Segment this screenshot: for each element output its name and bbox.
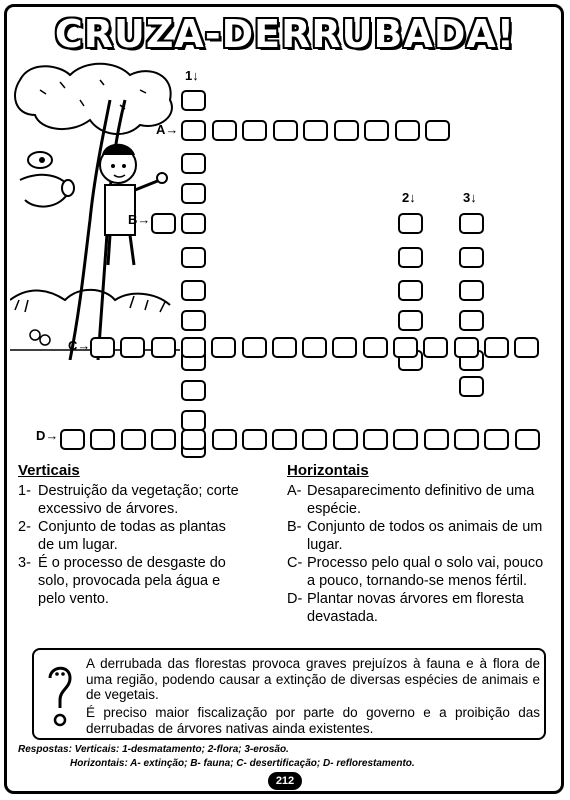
horizontal-clue-c: [287, 554, 545, 590]
crossword-cell[interactable]: [181, 213, 206, 234]
crossword-cell[interactable]: [151, 429, 176, 450]
crossword-cell[interactable]: [181, 153, 206, 174]
clue-text: Processo pelo qual o solo vai, pouco a pouco, tornando-se menos fértil.: [307, 555, 544, 589]
crossword-cell[interactable]: [484, 337, 509, 358]
vertical-3-label: 3↓: [463, 190, 477, 205]
crossword-cell[interactable]: [212, 120, 237, 141]
crossword-cell[interactable]: [302, 337, 327, 358]
clue-text: Conjunto de todos os animais de um lugar.: [307, 519, 543, 553]
clue-text: Destruição da vegetação; corte excessivo de árvores.: [38, 483, 239, 517]
horizontal-b-label: B→: [128, 212, 151, 227]
crossword-cell[interactable]: [459, 280, 484, 301]
horizontal-clues-heading: Horizontais: [287, 462, 369, 479]
vertical-1-label: 1↓: [185, 68, 199, 83]
crossword-cell[interactable]: [181, 337, 206, 358]
crossword-cell[interactable]: [393, 337, 418, 358]
crossword-cell[interactable]: [181, 183, 206, 204]
crossword-cell[interactable]: [398, 247, 423, 268]
crossword-cell[interactable]: [121, 429, 146, 450]
crossword-cell[interactable]: [395, 120, 420, 141]
clue-text: É o processo de desgaste do solo, provocada pela água e pelo vento.: [38, 555, 226, 607]
crossword-cell[interactable]: [181, 380, 206, 401]
page-number: 212: [268, 772, 302, 790]
page-title: CRUZA-DERRUBADA!: [54, 12, 516, 56]
crossword-cell[interactable]: [90, 429, 115, 450]
clue-text: Desaparecimento definitivo de uma espécie.: [307, 483, 535, 517]
crossword-cell[interactable]: [60, 429, 85, 450]
crossword-cell[interactable]: [363, 429, 388, 450]
crossword-cell[interactable]: [454, 337, 479, 358]
vertical-clue-2: [18, 518, 244, 554]
clue-number: B-: [287, 519, 302, 535]
horizontal-c-label: C→: [68, 338, 91, 353]
clue-number: 1-: [18, 483, 31, 499]
crossword-cell[interactable]: [333, 429, 358, 450]
crossword-cell[interactable]: [514, 337, 539, 358]
clue-text: Conjunto de todas as plantas de um lugar.: [38, 519, 226, 553]
vertical-clue-1: [18, 482, 244, 518]
answers-line-1: Respostas: Verticais: 1-desmatamento; 2-flora; 3-erosão.: [18, 744, 289, 755]
crossword-cell[interactable]: [302, 429, 327, 450]
crossword-cell[interactable]: [425, 120, 450, 141]
vertical-2-label: 2↓: [402, 190, 416, 205]
crossword-cell[interactable]: [398, 310, 423, 331]
vertical-clues: [18, 462, 244, 608]
horizontal-a-label: A→: [156, 122, 179, 137]
clue-text: Plantar novas árvores em floresta devastada.: [307, 591, 524, 625]
crossword-cell[interactable]: [484, 429, 509, 450]
crossword-cell[interactable]: [151, 337, 176, 358]
crossword-cell[interactable]: [363, 337, 388, 358]
horizontal-d-letter: D: [36, 428, 46, 443]
vertical-1-number: 1: [185, 68, 193, 83]
crossword-cell[interactable]: [459, 213, 484, 234]
crossword-cell[interactable]: [181, 429, 206, 450]
crossword-cell[interactable]: [332, 337, 357, 358]
info-box: [32, 648, 546, 740]
horizontal-clue-a: [287, 482, 545, 518]
vertical-clues-heading: Verticais: [18, 462, 80, 479]
crossword-cell[interactable]: [211, 337, 236, 358]
crossword-cell[interactable]: [423, 337, 448, 358]
clue-number: C-: [287, 555, 303, 571]
question-mark-icon: [42, 660, 78, 732]
boy-and-tree-illustration: [10, 60, 180, 360]
crossword-cell[interactable]: [459, 247, 484, 268]
horizontal-c-letter: C: [68, 338, 78, 353]
crossword-cell[interactable]: [120, 337, 145, 358]
crossword-cell[interactable]: [454, 429, 479, 450]
crossword-cell[interactable]: [181, 120, 206, 141]
horizontal-clue-b: [287, 518, 545, 554]
crossword-cell[interactable]: [515, 429, 540, 450]
horizontal-clue-d: [287, 590, 545, 626]
crossword-cell[interactable]: [242, 429, 267, 450]
crossword-cell[interactable]: [272, 337, 297, 358]
crossword-cell[interactable]: [364, 120, 389, 141]
clue-number: D-: [287, 591, 303, 607]
horizontal-b-letter: B: [128, 212, 138, 227]
vertical-clue-3: [18, 554, 244, 608]
crossword-cell[interactable]: [181, 280, 206, 301]
crossword-cell[interactable]: [242, 337, 267, 358]
info-paragraph-1: A derrubada das florestas provoca graves prejuízos à fauna e à flora de uma região, podendo causar a extinção de diversas espécies de animais e de vegetais.: [86, 656, 540, 702]
crossword-cell[interactable]: [181, 247, 206, 268]
crossword-cell[interactable]: [181, 90, 206, 111]
crossword-cell[interactable]: [242, 120, 267, 141]
crossword-cell[interactable]: [212, 429, 237, 450]
crossword-cell[interactable]: [272, 429, 297, 450]
crossword-cell[interactable]: [90, 337, 115, 358]
crossword-cell[interactable]: [424, 429, 449, 450]
answers-line-2: Horizontais: A- extinção; B- fauna; C- desertificação; D- reflorestamento.: [70, 758, 415, 769]
horizontal-a-letter: A: [156, 122, 166, 137]
info-paragraph-2: É preciso maior fiscalização por parte do governo e a proibição das derrubadas de árvores nativas ainda existentes.: [86, 705, 540, 736]
crossword-cell[interactable]: [393, 429, 418, 450]
crossword-cell[interactable]: [181, 410, 206, 431]
crossword-cell[interactable]: [459, 310, 484, 331]
horizontal-d-label: D→: [36, 428, 59, 443]
clue-number: 3-: [18, 555, 31, 571]
crossword-cell[interactable]: [303, 120, 328, 141]
crossword-cell[interactable]: [273, 120, 298, 141]
crossword-cell[interactable]: [151, 213, 176, 234]
crossword-cell[interactable]: [398, 280, 423, 301]
horizontal-clues: [287, 462, 545, 626]
crossword-cell[interactable]: [459, 376, 484, 397]
crossword-cell[interactable]: [334, 120, 359, 141]
crossword-cell[interactable]: [398, 213, 423, 234]
clue-number: A-: [287, 483, 302, 499]
vertical-3-number: 3: [463, 190, 471, 205]
clue-number: 2-: [18, 519, 31, 535]
vertical-2-number: 2: [402, 190, 410, 205]
crossword-cell[interactable]: [181, 310, 206, 331]
